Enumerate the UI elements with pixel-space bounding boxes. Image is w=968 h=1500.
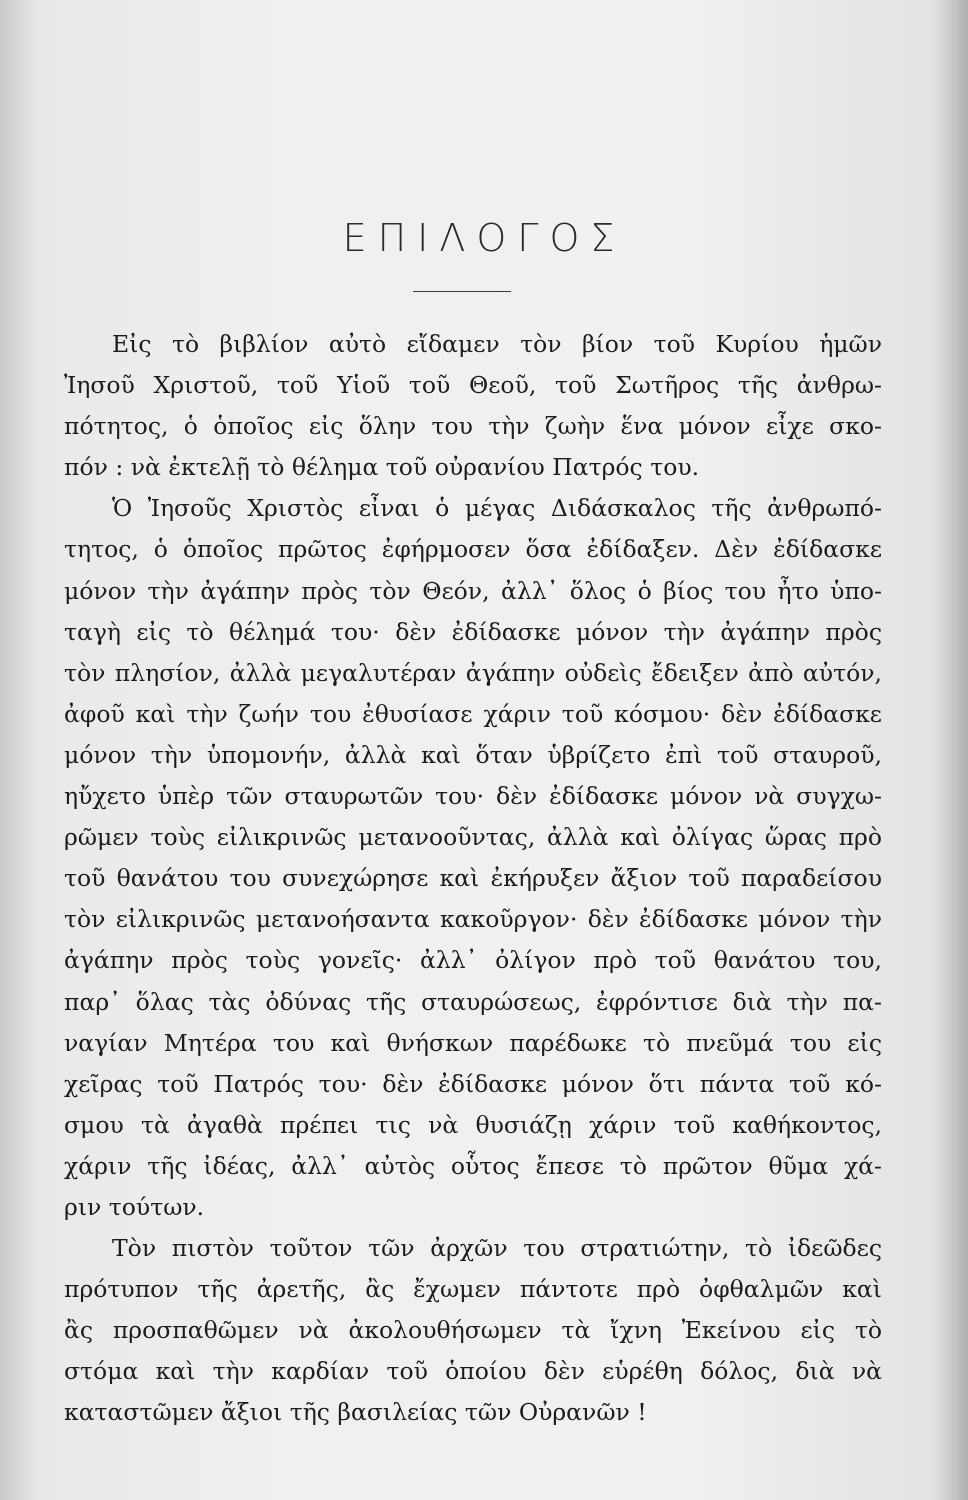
body-text bbox=[64, 324, 882, 1434]
text-line: τητος, ὁ ὁποῖος πρῶτος ἐφήρμοσεν ὅσα ἐδίδαξεν. Δὲν ἐδίδασκε bbox=[64, 535, 882, 564]
text-line: ριν τούτων. bbox=[64, 1192, 205, 1221]
text-line: καταστῶμεν ἄξιοι τῆς βασιλείας τῶν Οὐρανῶν ! bbox=[64, 1398, 647, 1427]
text-line: ηὔχετο ὑπὲρ τῶν σταυρωτῶν του· δὲν ἐδίδασκε μόνον νὰ συγχω- bbox=[64, 782, 882, 811]
text-line: ἀφοῦ καὶ τὴν ζωήν του ἐθυσίασε χάριν τοῦ κόσμου· δὲν ἐδίδασκε bbox=[64, 699, 882, 728]
text-line: ναγίαν Μητέρα του καὶ θνήσκων παρέδωκε τὸ πνεῦμά του εἰς bbox=[64, 1028, 882, 1057]
text-line: ἀγάπην πρὸς τοὺς γονεῖς· ἀλλ᾽ ὀλίγον πρὸ τοῦ θανάτου του, bbox=[64, 946, 882, 975]
text-line: πόν : νὰ ἐκτελῇ τὸ θέλημα τοῦ οὐρανίου Πατρός του. bbox=[64, 453, 700, 482]
text-line: πότητος, ὁ ὁποῖος εἰς ὅλην του τὴν ζωὴν ἕνα μόνον εἶχε σκο- bbox=[64, 412, 882, 441]
text-line: Ὁ Ἰησοῦς Χριστὸς εἶναι ὁ μέγας Διδάσκαλος τῆς ἀνθρωπό- bbox=[112, 494, 882, 523]
text-line: τὸν πλησίον, ἀλλὰ μεγαλυτέραν ἀγάπην οὐδεὶς ἔδειξεν ἀπὸ αὐτόν, bbox=[64, 658, 882, 687]
text-line: ρῶμεν τοὺς εἰλικρινῶς μετανοοῦντας, ἀλλὰ καὶ ὀλίγας ὥρας πρὸ bbox=[64, 823, 882, 852]
text-line: παρ᾽ ὅλας τὰς ὀδύνας τῆς σταυρώσεως, ἐφρόντισε διὰ τὴν πα- bbox=[64, 987, 882, 1016]
text-line: ἂς προσπαθῶμεν νὰ ἀκολουθήσωμεν τὰ ἴχνη Ἐκείνου εἰς τὸ bbox=[64, 1316, 882, 1345]
title-divider bbox=[413, 291, 511, 292]
text-line: μόνον τὴν ἀγάπην πρὸς τὸν Θεόν, ἀλλ᾽ ὅλος ὁ βίος του ἦτο ὑπο- bbox=[64, 576, 882, 605]
text-line: τὸν εἰλικρινῶς μετανοήσαντα κακοῦργον· δὲν ἐδίδασκε μόνον τὴν bbox=[64, 905, 882, 934]
text-line: Εἰς τὸ βιβλίον αὐτὸ εἴδαμεν τὸν βίον τοῦ Κυρίου ἡμῶν bbox=[112, 330, 882, 358]
text-line: ταγὴ εἰς τὸ θέλημά του· δὲν ἐδίδασκε μόνον τὴν ἀγάπην πρὸς bbox=[64, 617, 882, 646]
text-line: χάριν τῆς ἰδέας, ἀλλ᾽ αὐτὸς οὗτος ἔπεσε τὸ πρῶτον θῦμα χά- bbox=[64, 1151, 882, 1180]
text-line: πρότυπον τῆς ἀρετῆς, ἂς ἔχωμεν πάντοτε πρὸ ὀφθαλμῶν καὶ bbox=[64, 1275, 882, 1304]
page-title: ΕΠΙΛΟΓΟΣ bbox=[342, 216, 626, 260]
text-line: Τὸν πιστὸν τοῦτον τῶν ἀρχῶν του στρατιώτην, τὸ ἰδεῶδες bbox=[112, 1234, 882, 1263]
text-line: Ἰησοῦ Χριστοῦ, τοῦ Υἱοῦ τοῦ Θεοῦ, τοῦ Σωτῆρος τῆς ἀνθρω- bbox=[64, 371, 882, 400]
text-line: τοῦ θανάτου του συνεχώρησε καὶ ἐκήρυξεν ἄξιον τοῦ παραδείσου bbox=[64, 864, 882, 893]
text-line: στόμα καὶ τὴν καρδίαν τοῦ ὁποίου δὲν εὑρέθη δόλος, διὰ νὰ bbox=[64, 1357, 882, 1386]
text-line: χεῖρας τοῦ Πατρός του· δὲν ἐδίδασκε μόνον ὅτι πάντα τοῦ κό- bbox=[64, 1069, 882, 1098]
text-line: σμου τὰ ἀγαθὰ πρέπει τις νὰ θυσιάζῃ χάριν τοῦ καθήκοντος, bbox=[64, 1110, 882, 1139]
text-line: μόνον τὴν ὑπομονήν, ἀλλὰ καὶ ὅταν ὑβρίζετο ἐπὶ τοῦ σταυροῦ, bbox=[64, 740, 882, 769]
